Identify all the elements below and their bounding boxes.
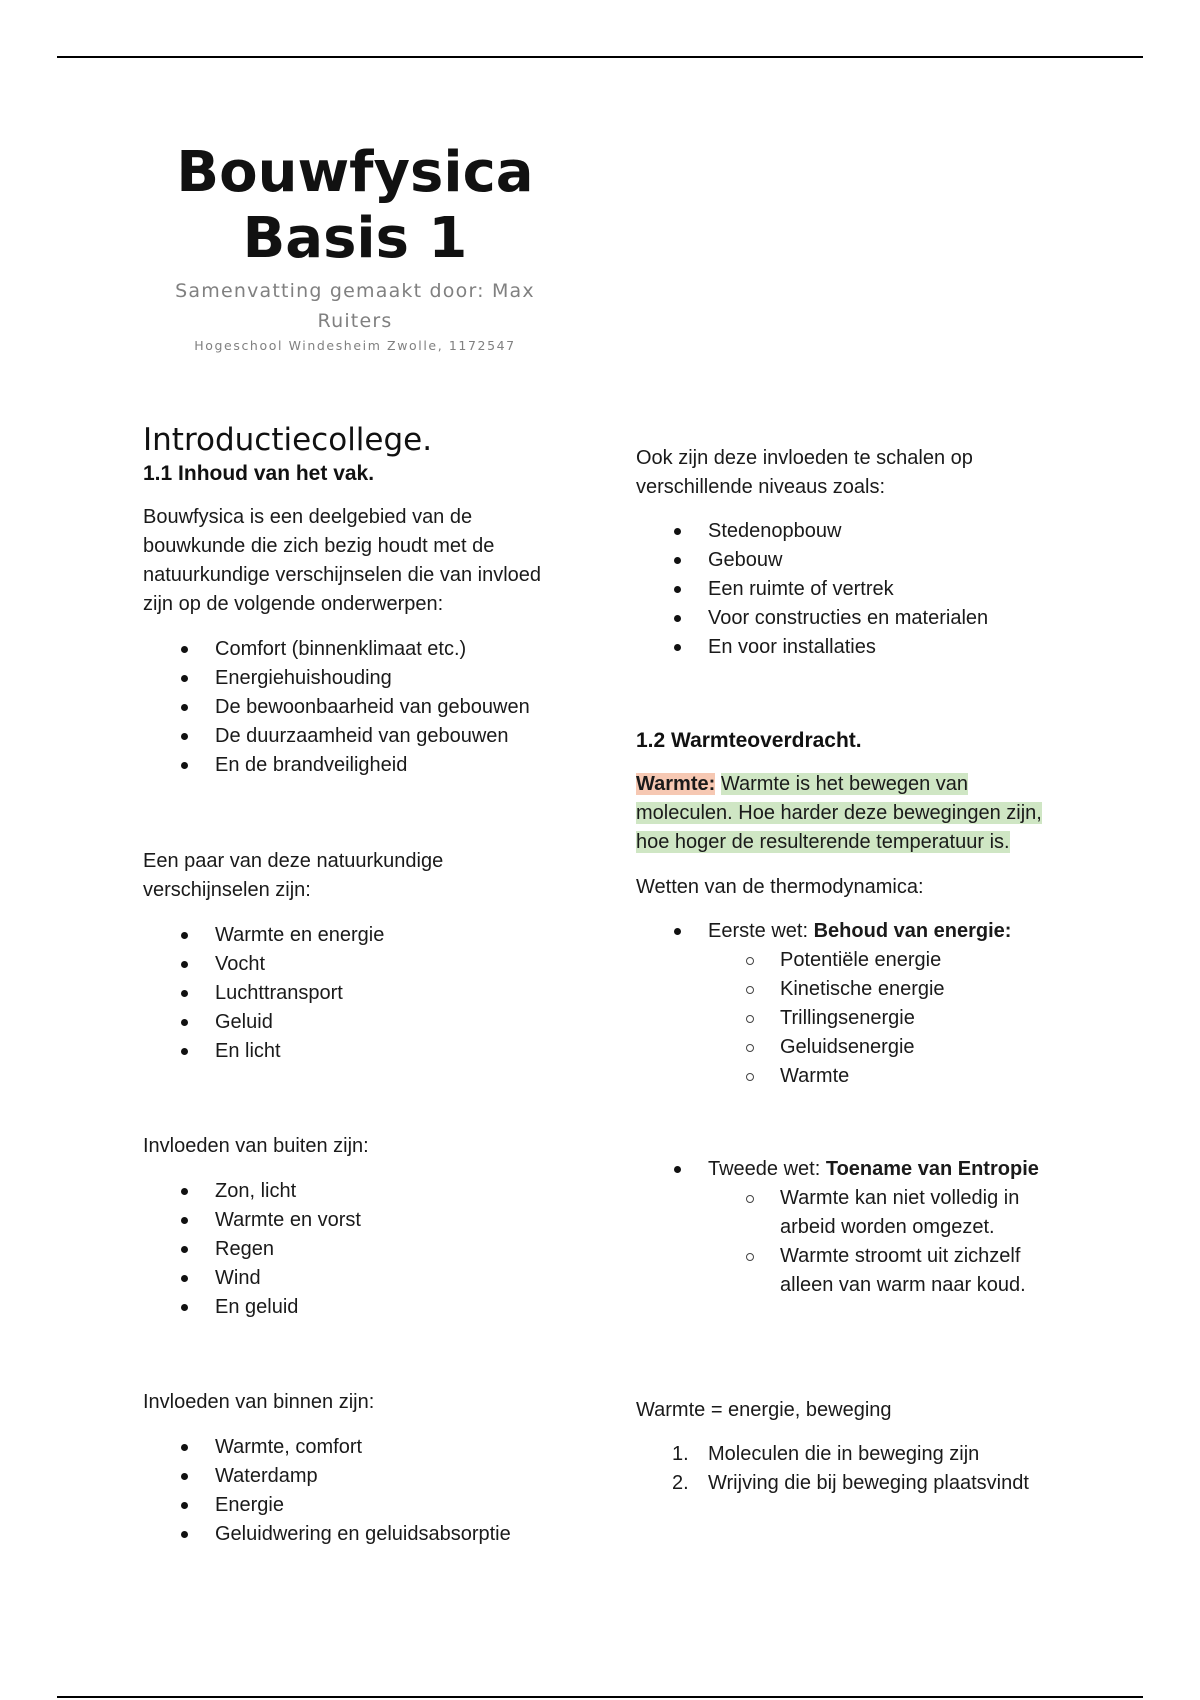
- sub-list-item: Potentiële energie: [636, 946, 1066, 975]
- sub-list-item: Kinetische energie: [636, 975, 1066, 1004]
- phenomena-intro: Een paar van deze natuurkundige verschijnselen zijn:: [143, 850, 444, 901]
- list-item: Regen: [143, 1235, 573, 1264]
- law-1-title: Behoud van energie:: [813, 920, 1012, 942]
- law-2-title: Toename van Entropie: [825, 1158, 1039, 1180]
- list-item: De bewoonbaarheid van gebouwen: [143, 693, 573, 722]
- list-item: Energiehuishouding: [143, 664, 573, 693]
- list-item: En geluid: [143, 1293, 573, 1322]
- inside-list: [143, 1433, 573, 1549]
- list-item: Geluidwering en geluidsabsorptie: [143, 1520, 573, 1549]
- subtitle-line-1: Samenvatting gemaakt door: Max: [175, 280, 535, 302]
- outside-list: [143, 1177, 573, 1322]
- list-item: Voor constructies en materialen: [636, 604, 1066, 633]
- intro-paragraph: Bouwfysica is een deelgebied van de bouwkunde die zich bezig houdt met de natuurkundige verschijnselen die van invloed zijn op de volgende onderwerpen:: [143, 506, 542, 615]
- list-item: Stedenopbouw: [636, 517, 1066, 546]
- laws-list: [636, 917, 1066, 946]
- section-heading-1-1: 1.1 Inhoud van het vak.: [143, 462, 375, 485]
- law-item: [636, 1155, 1066, 1184]
- definition-term: Warmte:: [636, 773, 716, 795]
- top-rule: [57, 56, 1143, 58]
- law-1-sublist: [636, 946, 1066, 1091]
- numbered-item: [636, 1469, 1066, 1498]
- item-text: Moleculen die in beweging zijn: [708, 1443, 980, 1465]
- list-item: En licht: [143, 1037, 573, 1066]
- subtitle-line-2: Ruiters: [317, 310, 393, 332]
- list-item: Geluid: [143, 1008, 573, 1037]
- list-item: Zon, licht: [143, 1177, 573, 1206]
- sub-list-item: Trillingsenergie: [636, 1004, 1066, 1033]
- law-item: [636, 917, 1066, 946]
- definition-paragraph: [636, 770, 1066, 857]
- inside-intro: Invloeden van binnen zijn:: [143, 1391, 375, 1413]
- topics-list: [143, 635, 573, 780]
- right-column: [636, 444, 1066, 1498]
- sub-list-item: Warmte: [636, 1062, 1066, 1091]
- item-text: Wrijving die bij beweging plaatsvindt: [708, 1472, 1029, 1494]
- section-heading-1-2: 1.2 Warmteoverdracht.: [636, 729, 862, 752]
- list-item: Gebouw: [636, 546, 1066, 575]
- item-number: 2.: [672, 1472, 689, 1494]
- item-number: 1.: [672, 1443, 689, 1465]
- numbered-list: [636, 1440, 1066, 1498]
- list-item: Warmte en vorst: [143, 1206, 573, 1235]
- numbered-item: [636, 1440, 1066, 1469]
- levels-intro: Ook zijn deze invloeden te schalen op verschillende niveaus zoals:: [636, 447, 973, 498]
- law-2-prefix: Tweede wet:: [708, 1158, 821, 1180]
- sub-list-item: Warmte stroomt uit zichzelf alleen van warm naar koud.: [636, 1242, 1056, 1300]
- chapter-heading: Introductiecollege.: [143, 422, 433, 458]
- outside-intro: Invloeden van buiten zijn:: [143, 1135, 369, 1157]
- list-item: Waterdamp: [143, 1462, 573, 1491]
- laws-list-2: [636, 1155, 1066, 1184]
- list-item: Energie: [143, 1491, 573, 1520]
- phenomena-list: [143, 921, 573, 1066]
- definition-text: Warmte is het bewegen van moleculen. Hoe harder deze bewegingen zijn, hoe hoger de resulterende temperatuur is.: [636, 773, 1042, 853]
- list-item: Een ruimte of vertrek: [636, 575, 1066, 604]
- list-item: Luchttransport: [143, 979, 573, 1008]
- list-item: De duurzaamheid van gebouwen: [143, 722, 573, 751]
- bottom-rule: [57, 1696, 1143, 1698]
- document-subtitle: [170, 276, 540, 336]
- sub-list-item: Geluidsenergie: [636, 1033, 1066, 1062]
- law-1-prefix: Eerste wet:: [708, 920, 809, 942]
- sub-list-item: Warmte kan niet volledig in arbeid worden omgezet.: [636, 1184, 1056, 1242]
- list-item: Warmte, comfort: [143, 1433, 573, 1462]
- title-block: [170, 140, 540, 353]
- list-item: Warmte en energie: [143, 921, 573, 950]
- title-line-1: Bouwfysica: [176, 140, 534, 205]
- document-title: [170, 140, 540, 272]
- levels-list: [636, 517, 1066, 662]
- school-line: Hogeschool Windesheim Zwolle, 1172547: [194, 338, 516, 353]
- list-item: En voor installaties: [636, 633, 1066, 662]
- list-item: Vocht: [143, 950, 573, 979]
- title-line-2: Basis 1: [242, 206, 468, 271]
- laws-intro: Wetten van de thermodynamica:: [636, 876, 924, 898]
- list-item: Wind: [143, 1264, 573, 1293]
- law-2-sublist: [636, 1184, 1056, 1300]
- warmte-line: Warmte = energie, beweging: [636, 1399, 892, 1421]
- left-column: [143, 420, 573, 1549]
- list-item: En de brandveiligheid: [143, 751, 573, 780]
- list-item: Comfort (binnenklimaat etc.): [143, 635, 573, 664]
